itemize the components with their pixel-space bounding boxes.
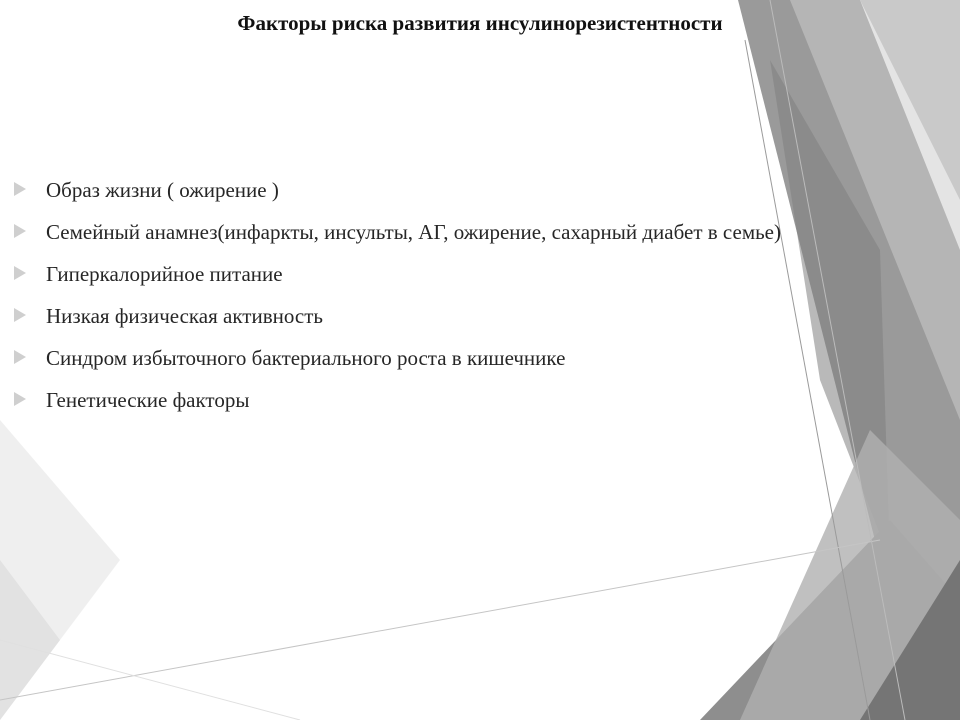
list-item: [14, 175, 781, 217]
bullet-list: [14, 175, 781, 427]
list-item: [14, 343, 781, 385]
list-item-text: Низкая физическая активность: [46, 304, 323, 328]
list-item-text: Семейный анамнез(инфаркты, инсульты, АГ, ожирение, сахарный диабет в семье): [46, 220, 781, 244]
list-item: [14, 259, 781, 301]
list-item: [14, 301, 781, 343]
triangle-bullet-icon: [14, 392, 26, 406]
triangle-bullet-icon: [14, 182, 26, 196]
list-item-text: Образ жизни ( ожирение ): [46, 178, 279, 202]
triangle-bullet-icon: [14, 224, 26, 238]
list-item-text: Гиперкалорийное питание: [46, 262, 283, 286]
triangle-bullet-icon: [14, 266, 26, 280]
list-item: [14, 217, 781, 259]
slide-title: Факторы риска развития инсулинорезистентности: [237, 11, 723, 35]
list-item-text: Синдром избыточного бактериального роста в кишечнике: [46, 346, 566, 370]
list-item: [14, 385, 781, 427]
triangle-bullet-icon: [14, 308, 26, 322]
list-item-text: Генетические факторы: [46, 388, 250, 412]
triangle-bullet-icon: [14, 350, 26, 364]
